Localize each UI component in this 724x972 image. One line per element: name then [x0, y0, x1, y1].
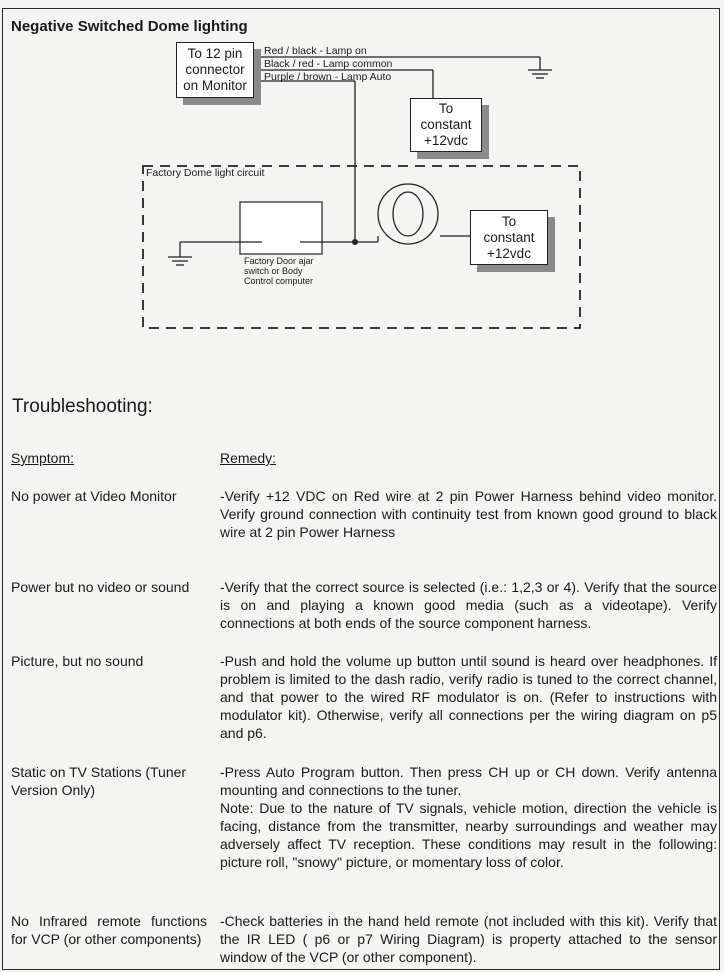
symptom-no-sound: Picture, but no sound: [11, 653, 144, 669]
section-title: Negative Switched Dome lighting: [11, 18, 248, 35]
connector-box: To 12 pin connector on Monitor: [176, 42, 254, 98]
junction-dot: [352, 239, 358, 245]
symptom-header: Symptom:: [11, 450, 75, 466]
remedy-no-video-sound: -Verify that the correct source is selected (i.e.: 1,2,3 or 4). Verify that the source is on and playing a known good media (such as a videotape). Verify connections at both ends of the source component harness.: [220, 579, 717, 631]
ground-symbol-lower: [168, 257, 192, 265]
remedy-no-sound: -Push and hold the volume up button until sound is heard over headphones. If problem is limited to the dash radio, verify radio is tuned to the correct channel, and that power to the wired RF modulator is on. (Refer to instructions with modulator kit). Otherwise, verify all connections per the wiring diagram on p5 and p6.: [220, 653, 717, 741]
symptom-no-video-sound: Power but no video or sound: [11, 579, 190, 595]
remedy-tv-static: [220, 763, 717, 871]
wire-label-red-black: Red / black - Lamp on: [264, 45, 367, 57]
switch-body: [240, 202, 322, 254]
circuit-label: Factory Dome light circuit: [146, 167, 265, 179]
constant-12v-box-upper: To constant +12vdc: [410, 98, 482, 152]
switch-label: Factory Door ajar switch or Body Control computer: [244, 256, 314, 286]
remedy-tv-static-text: -Press Auto Program button. Then press CH up or CH down. Verify antenna mounting and connections to the tuner.: [220, 764, 717, 798]
symptom-no-power: No power at Video Monitor: [11, 488, 177, 504]
remedy-tv-static-note: Note: Due to the nature of TV signals, vehicle motion, direction the vehicle is facing, distance from the transmitter, nearby surroundings and weather may adversely affect TV reception. These conditions may result in the following: picture roll, "snowy" picture, or momentary loss of color.: [220, 800, 717, 870]
troubleshooting-heading: Troubleshooting:: [12, 396, 153, 417]
dome-light-icon: [378, 184, 438, 244]
symptom-tv-static: Static on TV Stations (Tuner Version Only): [11, 764, 187, 798]
wire-label-black-red: Black / red - Lamp common: [264, 58, 393, 70]
remedy-no-infrared: -Check batteries in the hand held remote (not included with this kit). Verify that the IR LED ( p6 or p7 Wiring Diagram) is property attached to the sensor window of the VCP (or other component).: [220, 913, 717, 965]
remedy-header: Remedy:: [220, 450, 277, 466]
symptom-no-infrared: No Infrared remote functions for VCP (or other components): [11, 913, 207, 947]
wire-label-purple-brown: Purple / brown - Lamp Auto: [264, 71, 392, 83]
ground-symbol-upper: [528, 70, 552, 78]
constant-12v-box-lower: To constant +12vdc: [470, 210, 548, 265]
remedy-no-power: -Verify +12 VDC on Red wire at 2 pin Power Harness behind video monitor. Verify ground connection with continuity test from known good ground to black wire at 2 pin Power Harness: [220, 488, 717, 540]
